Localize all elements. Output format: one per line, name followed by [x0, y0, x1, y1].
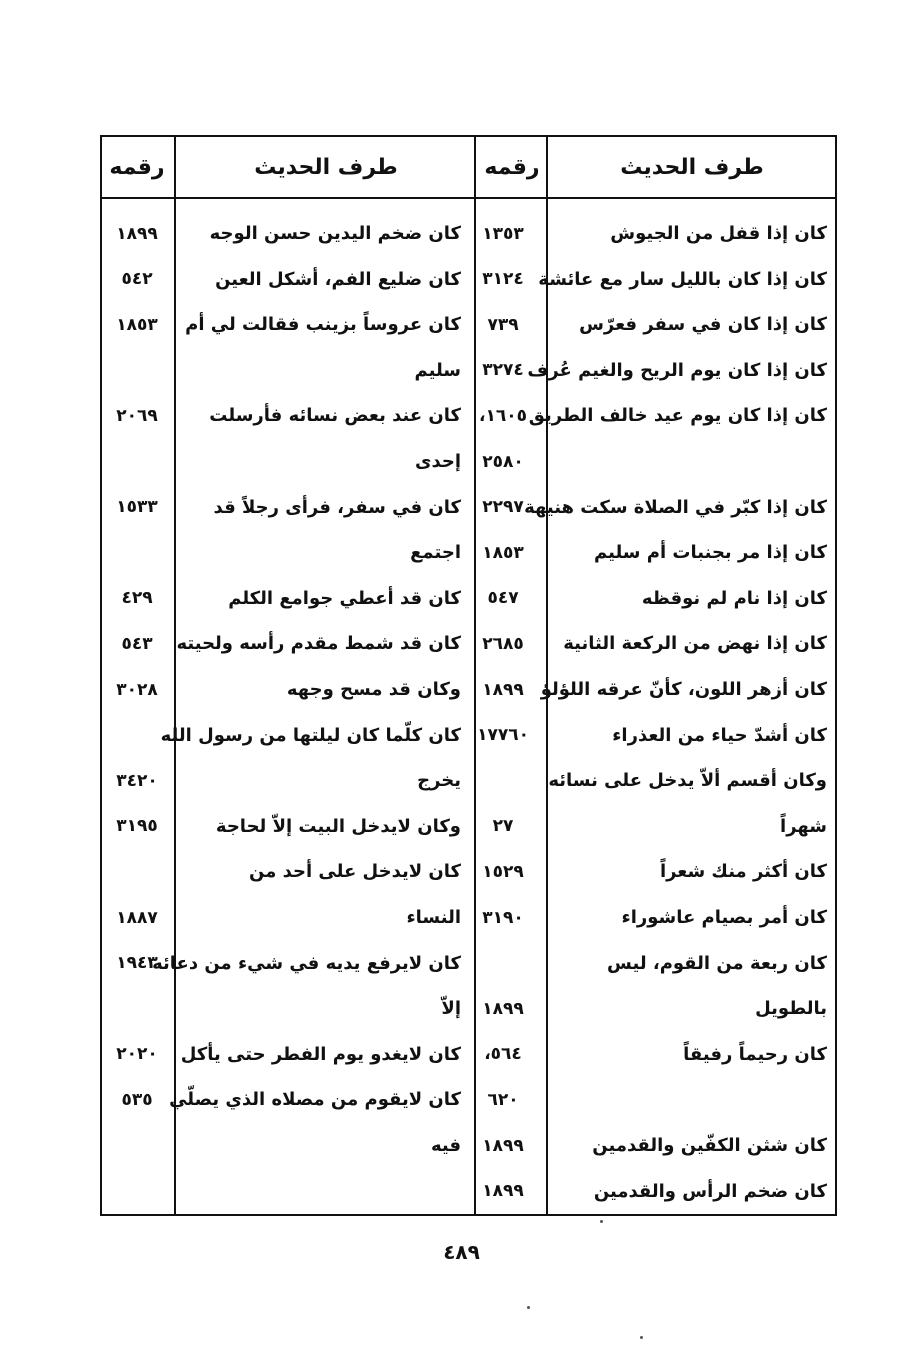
header-hadith-text-right: طرف الحديث [620, 154, 764, 180]
table-row [102, 485, 835, 530]
hadith-text-right: كان إذا كبّر في الصلاة سكت هنيهة [524, 496, 827, 518]
hadith-text-right: كان ضخم الرأس والقدمين [593, 1180, 827, 1202]
hadith-text-left: كان ضخم اليدين حسن الوجه [209, 223, 461, 244]
hadith-text-right: بالطويل [755, 998, 827, 1020]
hadith-text-right: كان أمر بصيام عاشوراء [621, 907, 827, 928]
hadith-text-left: كان لايرفع يديه في شيء من دعائه [152, 952, 461, 974]
hadith-text-right: كان إذا كان في سفر فعرّس [579, 314, 827, 336]
hadith-number-left: ١٨٨٧ [116, 907, 158, 928]
scan-speck [640, 1336, 643, 1339]
hadith-number-left: ٣٤٢٠ [116, 770, 158, 791]
hadith-number-right: ٣٢٧٤ [482, 360, 524, 381]
hadith-text-left [191, 1169, 461, 1214]
hadith-text-left: كان كلّما كان ليلتها من رسول الله [160, 724, 461, 746]
table-row [102, 257, 835, 302]
hadith-text-left: وكان قد مسح وجهه [286, 679, 461, 700]
scan-speck [527, 1306, 530, 1309]
hadith-number-left: ١٩٤٣ [116, 953, 158, 974]
hadith-text-right: كان إذا مر بجنبات أم سليم [594, 542, 827, 564]
table-row [102, 895, 835, 940]
hadith-text-left: كان عروساً بزينب فقالت لي أم [185, 314, 461, 336]
hadith-number-right: ٥٤٧ [487, 588, 519, 609]
hadith-text-right: كان إذا كان بالليل سار مع عائشة [538, 268, 827, 290]
hadith-text-right: كان إذا كان يوم الريح والغيم عُرف [527, 359, 827, 381]
table-row [102, 348, 835, 393]
hadith-text-left: سليم [414, 359, 461, 381]
hadith-number-right: ١٧٧٦٠ [477, 725, 529, 746]
table-row [102, 667, 835, 712]
hadith-number-right: ١٨٩٩ [482, 998, 524, 1019]
table-row [102, 713, 835, 758]
hadith-number-left: ٥٤٣ [121, 633, 153, 654]
header-divider [102, 197, 835, 199]
hadith-number-left: ٥٣٥ [121, 1089, 153, 1110]
hadith-number-left: ٣١٩٥ [116, 816, 158, 837]
hadith-number-left [101, 849, 173, 894]
hadith-number-right: ١٨٥٣ [482, 542, 524, 563]
hadith-number-left [101, 986, 173, 1031]
hadith-number-left [101, 530, 173, 575]
hadith-number-right: ١٦٠٥، [479, 405, 527, 426]
table-row [102, 302, 835, 347]
hadith-number-right: ٧٣٩ [487, 314, 519, 335]
hadith-text-right [557, 439, 827, 484]
hadith-number-right: ١٥٢٩ [482, 861, 524, 882]
table-row [102, 986, 835, 1031]
hadith-text-right: كان رحيماً رفيقاً [683, 1043, 827, 1065]
hadith-text-left: اجتمع [410, 542, 461, 564]
hadith-number-left [101, 439, 173, 484]
scan-speck [600, 1220, 603, 1223]
table-row [102, 804, 835, 849]
hadith-text-left: كان قد أعطي جوامع الكلم [228, 587, 461, 609]
hadith-text-right: كان شثن الكفّين والقدمين [592, 1135, 827, 1156]
hadith-number-right: ٥٦٤، [484, 1044, 522, 1065]
table-row [102, 393, 835, 438]
hadith-number-left [101, 1123, 173, 1168]
table-row [102, 439, 835, 484]
hadith-number-left: ١٨٥٣ [116, 314, 158, 335]
table-row [102, 1169, 835, 1214]
hadith-number-right: ١٨٩٩ [482, 1135, 524, 1156]
hadith-number-right: ٢٢٩٧ [482, 497, 524, 518]
page-number: ٤٨٩ [443, 1240, 480, 1264]
hadith-text-left: كان في سفر، فرأى رجلاً قد [213, 496, 461, 518]
hadith-number-right [467, 941, 539, 986]
hadith-number-right: ٣١٢٤ [482, 269, 524, 290]
hadith-number-right: ٢٥٨٠ [482, 451, 524, 472]
hadith-number-left: ١٨٩٩ [116, 223, 158, 244]
table-row [102, 849, 835, 894]
hadith-number-right: ١٨٩٩ [482, 679, 524, 700]
hadith-number-left [101, 348, 173, 393]
hadith-number-left: ٣٠٢٨ [116, 679, 158, 700]
hadith-number-left: ٥٤٢ [121, 269, 153, 290]
hadith-number-right: ١٣٥٣ [482, 223, 524, 244]
hadith-text-left: النساء [406, 907, 461, 928]
hadith-number-right: ٢٧ [492, 816, 514, 837]
hadith-index-table [100, 135, 837, 1216]
hadith-text-right: كان ربعة من القوم، ليس [607, 952, 827, 974]
hadith-text-right: كان أكثر منك شعراً [659, 861, 827, 883]
hadith-text-right: كان أشدّ حياء من العذراء [612, 724, 827, 746]
hadith-text-left: كان عند بعض نسائه فأرسلت [209, 405, 461, 427]
table-row [102, 211, 835, 256]
hadith-text-right: وكان أقسم ألاّ يدخل على نسائه [548, 770, 827, 792]
hadith-text-left: إلاّ [441, 998, 461, 1020]
table-row [102, 1123, 835, 1168]
hadith-text-right: كان أزهر اللون، كأنّ عرقه اللؤلؤ [540, 679, 827, 700]
hadith-number-left: ٢٠٦٩ [116, 405, 158, 426]
hadith-text-right: كان إذا قفل من الجيوش [610, 223, 827, 244]
table-row [102, 758, 835, 803]
hadith-text-left: يخرج [417, 770, 461, 792]
hadith-number-right: ٣١٩٠ [482, 907, 524, 928]
hadith-text-left: كان ضليع الفم، أشكل العين [215, 268, 461, 290]
hadith-text-left: فيه [430, 1135, 461, 1156]
hadith-text-left: إحدى [414, 451, 461, 472]
hadith-text-left: كان لايقوم من مصلاه الذي يصلّي [169, 1089, 461, 1111]
hadith-number-right: ٦٢٠ [487, 1089, 519, 1110]
table-row [102, 621, 835, 666]
hadith-number-right [467, 758, 539, 803]
hadith-text-right: كان إذا نام لم نوقظه [641, 587, 827, 609]
hadith-text-right: كان إذا نهض من الركعة الثانية [563, 633, 827, 655]
hadith-number-left: ٤٢٩ [121, 588, 153, 609]
hadith-text-left: كان لايدخل على أحد من [249, 861, 461, 883]
hadith-text-right [557, 1077, 827, 1122]
table-row [102, 1032, 835, 1077]
hadith-text-left: كان لايغدو يوم الفطر حتى يأكل [180, 1043, 461, 1065]
table-row [102, 1077, 835, 1122]
header-hadith-text-left: طرف الحديث [254, 154, 398, 180]
hadith-text-left: كان قد شمط مقدم رأسه ولحيته [176, 633, 461, 655]
hadith-number-right: ٢٦٨٥ [482, 633, 524, 654]
hadith-number-left: ٢٠٢٠ [116, 1044, 158, 1065]
hadith-text-right: كان إذا كان يوم عيد خالف الطريق [528, 405, 827, 427]
table-row [102, 941, 835, 986]
hadith-number-right: ١٨٩٩ [482, 1181, 524, 1202]
hadith-number-left [101, 1169, 173, 1214]
hadith-number-left: ١٥٣٣ [116, 497, 158, 518]
table-row [102, 576, 835, 621]
table-row [102, 530, 835, 575]
hadith-text-left: وكان لايدخل البيت إلاّ لحاجة [215, 815, 461, 837]
hadith-text-right: شهراً [780, 815, 827, 837]
hadith-number-left [101, 713, 173, 758]
header-number-left: رقمه [109, 154, 165, 180]
header-number-right: رقمه [484, 154, 540, 180]
